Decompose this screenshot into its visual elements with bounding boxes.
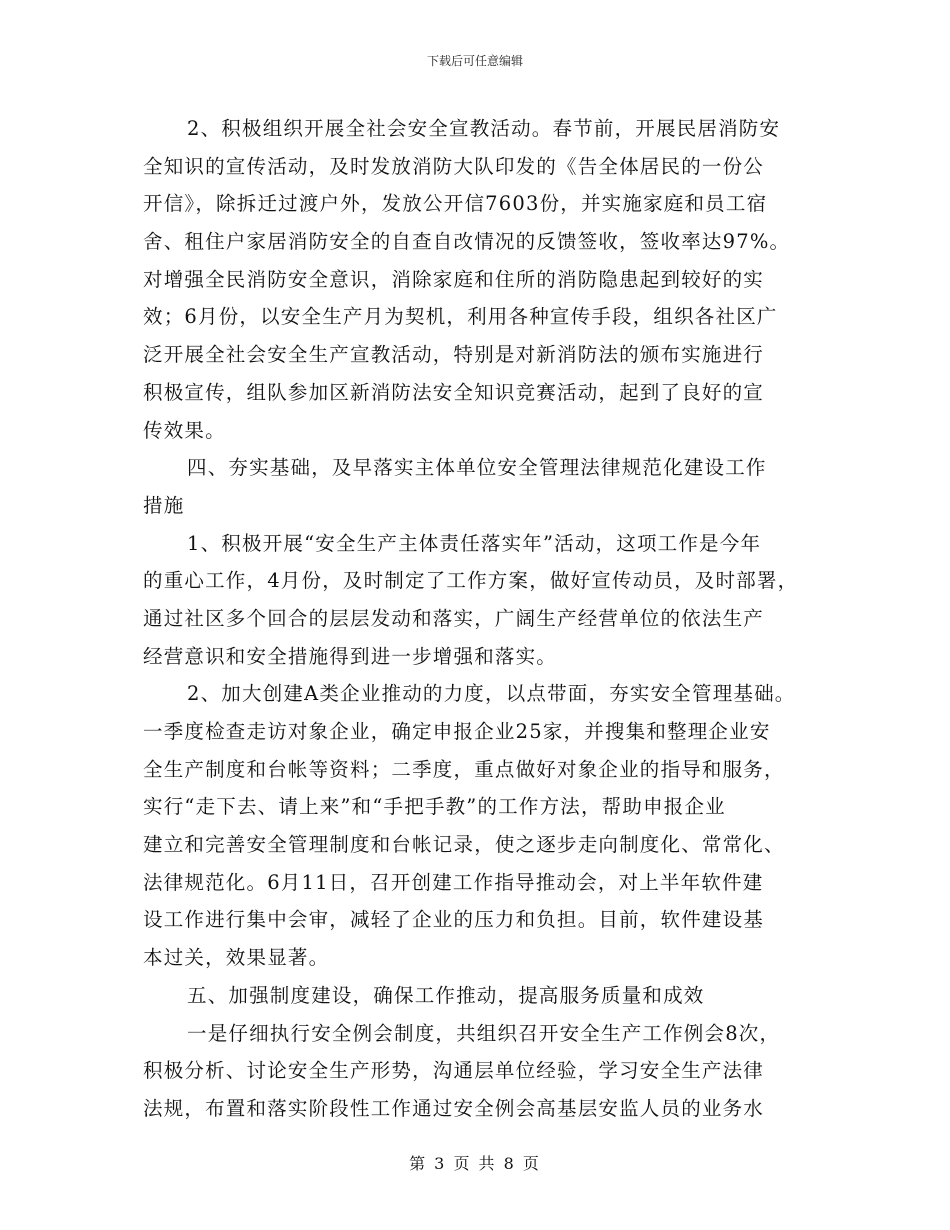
paragraph-line: 全知识的宣传活动，及时发放消防大队印发的《告全体居民的一份公 — [143, 154, 765, 178]
paragraph-line: 积极分析、讨论安全生产形势，沟通层单位经验，学习安全生产法律 — [143, 1059, 765, 1083]
paragraph-line: 一是仔细执行安全例会制度，共组织召开安全生产工作例会8次， — [187, 1021, 781, 1045]
body-text — [143, 110, 823, 1128]
paragraph-line: 建立和完善安全管理制度和台帐记录，使之逐步走向制度化、常常化、 — [143, 833, 785, 857]
paragraph-line: 设工作进行集中会审，减轻了企业的压力和负担。目前，软件建设基 — [143, 908, 765, 932]
section-heading: 四、夯实基础，及早落实主体单位安全管理法律规范化建设工作 — [187, 456, 767, 480]
paragraph-line: 开信》，除拆迁过渡户外，发放公开信7603份，并实施家庭和员工宿 — [143, 192, 768, 216]
paragraph-line: 1、积极开展“安全生产主体责任落实年”活动，这项工作是今年 — [187, 531, 762, 555]
paragraph-line: 经营意识和安全措施得到进一步增强和落实。 — [143, 644, 558, 668]
paragraph-line: 对增强全民消防安全意识，消除家庭和住所的消防隐患起到较好的实 — [143, 267, 765, 291]
paragraph-line: 通过社区多个回合的层层发动和落实，广阔生产经营单位的依法生产 — [143, 606, 765, 630]
paragraph-line: 法规，布置和落实阶段性工作通过安全例会高基层安监人员的业务水 — [143, 1096, 765, 1120]
paragraph-line: 传效果。 — [143, 418, 226, 442]
paragraph-line: 积极宣传，组队参加区新消防法安全知识竞赛活动，起到了良好的宣 — [143, 380, 765, 404]
paragraph-line: 泛开展全社会安全生产宣教活动，特别是对新消防法的颁布实施进行 — [143, 343, 765, 367]
paragraph-line: 一季度检查走访对象企业，确定申报企业25家，并搜集和整理企业安 — [143, 720, 771, 743]
section-heading: 措施 — [143, 493, 185, 517]
paragraph-line: 2、积极组织开展全社会安全宣教活动。春节前，开展民居消防安 — [187, 117, 781, 140]
paragraph-line: 2、加大创建A类企业推动的力度，以点带面，夯实安全管理基础。 — [187, 682, 796, 706]
paragraph-line: 法律规范化。6月11日，召开创建工作指导推动会，对上半年软件建 — [143, 870, 764, 894]
page-footer: 第 3 页 共 8 页 — [409, 1154, 541, 1173]
page-header: 下载后可任意编辑 — [426, 54, 523, 68]
paragraph-line: 舍、租住户家居消防安全的自查自改情况的反馈签收，签收率达97%。 — [143, 230, 791, 254]
paragraph-line: 效；6月份，以安全生产月为契机，利用各种宣传手段，组织各社区广 — [143, 305, 778, 329]
paragraph-line: 实行“走下去、请上来”和“手把手教”的工作方法，帮助申报企业 — [143, 795, 726, 819]
section-heading: 五、加强制度建设，确保工作推动，提高服务质量和成效 — [187, 983, 705, 1007]
paragraph-line: 全生产制度和台帐等资料；二季度，重点做好对象企业的指导和服务， — [143, 757, 785, 781]
paragraph-line: 的重心工作，4月份，及时制定了工作方案，做好宣传动员，及时部署， — [143, 569, 799, 593]
paragraph-line: 本过关，效果显著。 — [143, 946, 330, 970]
